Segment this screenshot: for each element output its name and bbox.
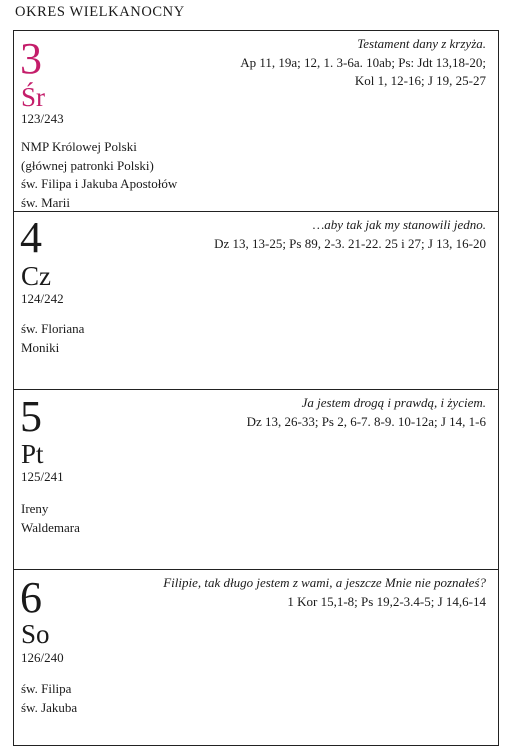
saints-list [21,680,77,717]
saint-line: św. Filipa i Jakuba Apostołów [21,176,178,191]
reading-line: Dz 13, 26-33; Ps 2, 6-7. 8-9. 10-12a; J 14, 1-6 [246,413,486,429]
saints-list [21,500,80,537]
day-number: 5 [20,392,42,441]
page-header: OKRES WIELKANOCNY [15,4,185,20]
saint-line: Waldemara [21,519,80,535]
saint-line: św. Marii [21,194,70,210]
readings [247,394,486,431]
reading-line: Kol 1, 12-16; J 19, 25-27 [354,73,486,88]
day-block-4 [14,211,498,390]
reading-line: Ap 11, 19a; 12, 1. 3-6a. 10ab; Ps: Jdt 13,18-20; [240,54,486,70]
day-block-6 [14,569,498,746]
readings [240,35,486,91]
saint-line: Moniki [21,339,60,355]
day-count: 125/241 [21,469,64,484]
motto: …aby tak jak my stanowili jedno. [312,217,486,232]
readings [163,574,486,611]
day-count: 124/242 [21,291,64,306]
saints-list [21,320,84,357]
weekday: So [21,619,50,649]
saint-line: św. Filipa [21,681,72,696]
saint-line: (głównej patronki Polski) [21,157,154,173]
day-count: 126/240 [21,650,64,665]
day-number: 6 [20,573,42,622]
motto: Testament dany z krzyża. [357,36,486,51]
day-number: 4 [20,213,42,262]
weekday: Śr [21,82,46,112]
calendar-grid [13,30,499,746]
weekday: Pt [21,439,44,469]
readings [214,216,486,253]
day-block-5 [14,389,498,570]
saint-line: św. Floriana [21,321,85,336]
motto: Ja jestem drogą i prawdą, i życiem. [301,395,486,410]
day-block-3 [14,31,498,211]
reading-line: 1 Kor 15,1-8; Ps 19,2-3.4-5; J 14,6-14 [287,593,486,609]
weekday: Cz [21,261,51,291]
motto: Filipie, tak długo jestem z wami, a jeszcze Mnie nie poznałeś? [163,575,486,590]
saint-line: św. Jakuba [21,699,78,715]
reading-line: Dz 13, 13-25; Ps 89, 2-3. 21-22. 25 i 27; J 13, 16-20 [214,235,486,251]
day-count: 123/243 [21,111,64,126]
saint-line: NMP Królowej Polski [21,139,137,154]
saints-list [21,138,177,212]
day-number: 3 [20,34,42,83]
saint-line: Ireny [21,501,49,516]
